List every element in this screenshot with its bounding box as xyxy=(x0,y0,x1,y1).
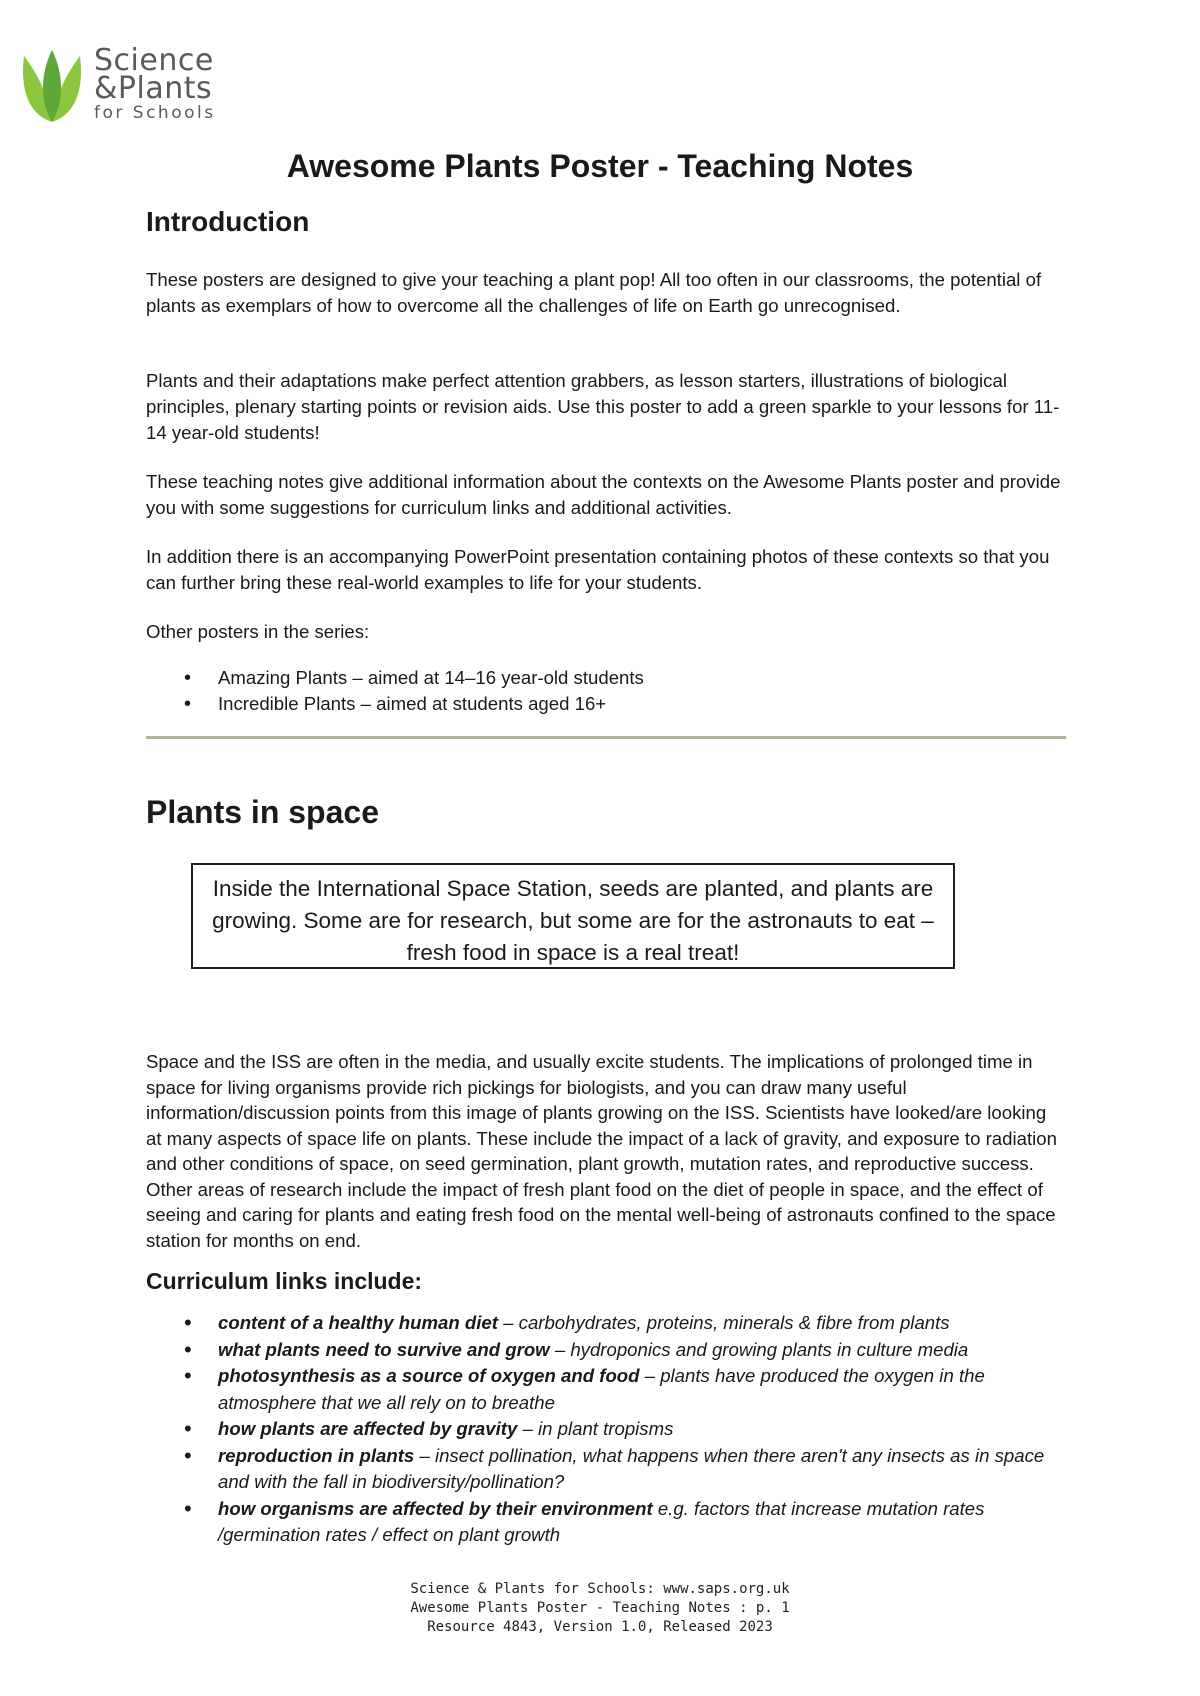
space-body-wrap xyxy=(146,1049,1066,1253)
curriculum-links-wrap xyxy=(146,1310,1066,1549)
page-footer xyxy=(0,1580,1200,1637)
curriculum-link-item xyxy=(218,1496,1066,1549)
footer-line-title-page: Awesome Plants Poster - Teaching Notes : p. 1 xyxy=(410,1600,790,1616)
links-heading-wrap xyxy=(146,1268,1066,1295)
introduction-body-3 xyxy=(146,469,1066,521)
introduction-heading: Introduction xyxy=(146,206,310,237)
intro-paragraph-5: Other posters in the series: xyxy=(146,621,370,642)
link-rest: – in plant tropisms xyxy=(517,1418,674,1439)
link-rest: – hydroponics and growing plants in culture media xyxy=(549,1338,969,1360)
series-item-incredible: • Incredible Plants – aimed at students aged 16+ xyxy=(218,691,1066,717)
intro-paragraph-3: These teaching notes give additional information about the contexts on the Awesome Plants poster and provide you with some suggestions for curriculum links and additional activities. xyxy=(146,471,1061,518)
link-bold: how organisms are affected by their environment xyxy=(218,1497,653,1519)
intro-paragraph-2: Plants and their adaptations make perfect attention grabbers, as lesson starters, illustrations of biological principles, plenary starting points or revision aids. Use this poster to add a green sparkle to your lessons for 11-14 year-old students! xyxy=(146,370,1060,443)
series-item-amazing: • Amazing Plants – aimed at 14–16 year-old students xyxy=(218,665,1066,691)
space-callout-box: Inside the International Space Station, seeds are planted, and plants are growing. Some are for research, but some are for the astronauts to eat – fresh food in space is a real treat! xyxy=(191,863,955,969)
space-heading: Plants in space xyxy=(146,794,379,830)
footer-line-resource: Resource 4843, Version 1.0, Released 2023 xyxy=(427,1619,773,1635)
curriculum-link-item xyxy=(218,1337,1066,1364)
saps-logo xyxy=(18,44,228,124)
introduction-body-2 xyxy=(146,368,1066,446)
introduction-body xyxy=(146,267,1066,319)
leaf-logo-icon xyxy=(18,44,86,124)
link-bold: content of a healthy human diet xyxy=(218,1312,498,1333)
link-rest: – carbohydrates, proteins, minerals & fibre from plants xyxy=(497,1312,950,1333)
introduction-body-5 xyxy=(146,619,1066,645)
link-rest: – insect pollination, what happens when there aren't any insects as in space and with the fall in biodiversity/pollination? xyxy=(218,1444,1045,1492)
space-section-title-wrap xyxy=(146,794,1066,831)
curriculum-link-item xyxy=(218,1310,1066,1337)
logo-line-science: Science xyxy=(94,43,214,78)
space-body: Space and the ISS are often in the media, and usually excite students. The implications of prolonged time in space for living organisms provide rich pickings for biologists, and you can draw many useful information/discussion points from this image of plants growing on the ISS. Scientists have looked/are looking at many aspects of space life on plants. These include the impact of a lack of gravity, and exposure to radiation and other conditions of space, on seed germination, plant growth, mutation rates, and reproductive success. Other areas of research include the impact of fresh plant food on the diet of people in space, and the effect of seeing and caring for plants and eating fresh food on the mental well-being of astronauts confined to the space station for months on end. xyxy=(146,1051,1057,1251)
curriculum-link-item xyxy=(218,1363,1066,1416)
curriculum-links-list xyxy=(146,1310,1066,1549)
intro-paragraph-4: In addition there is an accompanying PowerPoint presentation containing photos of these contexts so that you can further bring these real-world examples to life for your students. xyxy=(146,546,1050,593)
introduction-body-4 xyxy=(146,544,1066,596)
series-list-wrap xyxy=(146,665,1066,717)
link-bold: reproduction in plants xyxy=(218,1444,415,1466)
footer-line-website: Science & Plants for Schools: www.saps.org.uk xyxy=(410,1581,790,1597)
logo-line-plants: &Plants xyxy=(94,71,213,106)
introduction-section xyxy=(146,206,1066,238)
link-bold: what plants need to survive and grow xyxy=(218,1338,550,1360)
link-rest: e.g. factors that increase mutation rates /germination rates / effect on plant growth xyxy=(218,1497,985,1545)
curriculum-links-heading: Curriculum links include: xyxy=(146,1268,423,1294)
curriculum-link-item xyxy=(218,1416,1066,1443)
link-bold: how plants are affected by gravity xyxy=(218,1418,518,1439)
link-bold: photosynthesis as a source of oxygen and food xyxy=(218,1365,640,1386)
link-rest: – plants have produced the oxygen in the atmosphere that we all rely on to breathe xyxy=(218,1365,985,1413)
section-divider xyxy=(146,736,1066,739)
series-list xyxy=(146,665,1066,717)
logo-line-schools: for Schools xyxy=(94,103,216,123)
curriculum-link-item xyxy=(218,1443,1066,1496)
document-title: Awesome Plants Poster - Teaching Notes xyxy=(286,148,914,184)
intro-paragraph-1: These posters are designed to give your teaching a plant pop! All too often in our classrooms, the potential of plants as exemplars of how to overcome all the challenges of life on Earth go unrecognised. xyxy=(146,269,1042,316)
